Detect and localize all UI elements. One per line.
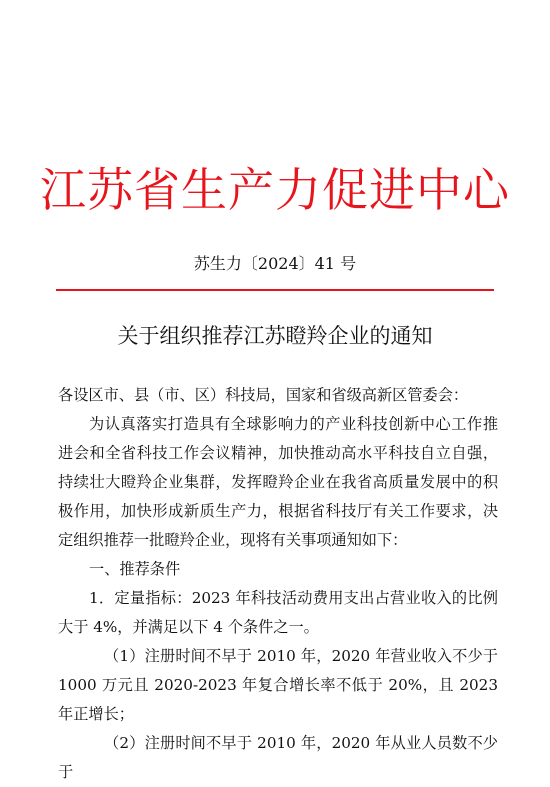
document-title: 关于组织推荐江苏瞪羚企业的通知 [117,324,433,348]
salutation: 各设区市、县（市、区）科技局，国家和省级高新区管委会： [58,386,469,404]
document-body [58,381,498,787]
item-quantitative-indicators: 1．定量指标：2023 年科技活动费用支出占营业收入的比例大于 4%，并满足以下 4 个条件之一。 [58,589,498,636]
document-number: 苏生力〔2024〕41 号 [193,254,357,273]
condition-1: （1）注册时间不早于 2010 年，2020 年营业收入不少于 1000 万元且 2020-2023 年复合增长率不低于 20%，且 2023 年正增长； [58,647,498,723]
condition-2: （2）注册时间不早于 2010 年，2020 年从业人员数不少于 [58,734,498,781]
issuing-organization-name: 江苏省生产力促进中心 [40,163,510,217]
red-divider-line [56,289,494,291]
intro-paragraph: 为认真落实打造具有全球影响力的产业科技创新中心工作推进会和全省科技工作会议精神，加快推动高水平科技自立自强，持续壮大瞪羚企业集群，发挥瞪羚企业在我省高质量发展中的积极作用，加快形成新质生产力，根据省科技厅有关工作要求，决定组织推荐一批瞪羚企业，现将有关事项通知如下： [58,415,498,549]
section-heading-recommendation-conditions: 一、推荐条件 [89,560,181,578]
